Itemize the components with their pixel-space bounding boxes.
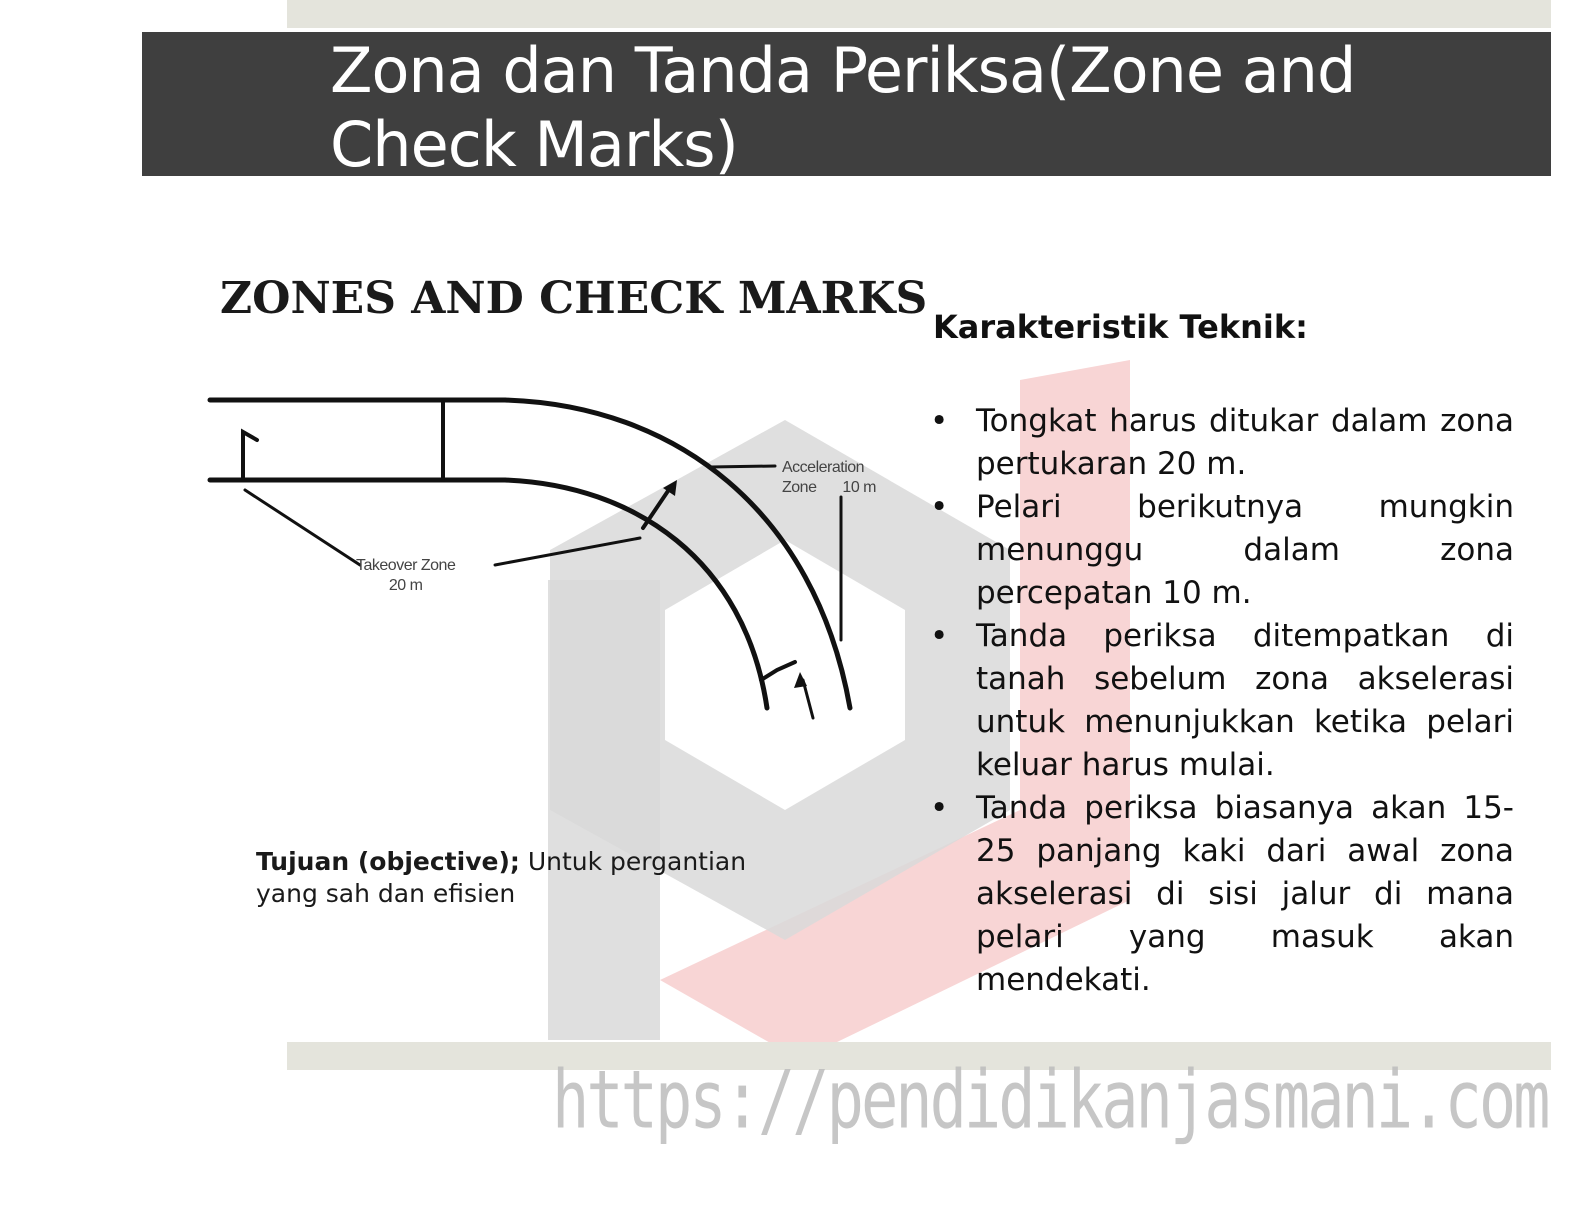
list-item bbox=[930, 787, 1514, 1002]
list-item bbox=[930, 400, 1514, 486]
objective-label: Tujuan (objective); bbox=[256, 847, 520, 876]
takeover-label-line1: Takeover Zone bbox=[356, 557, 456, 574]
bullet-icon: • bbox=[930, 403, 949, 439]
bullet-icon: • bbox=[930, 489, 949, 525]
acceleration-label-line2-row bbox=[782, 478, 876, 498]
acceleration-label-line1: Acceleration bbox=[782, 459, 865, 476]
objective-body: Untuk pergantian yang sah dan efisien bbox=[256, 847, 747, 908]
bullet-icon: • bbox=[930, 618, 949, 654]
list-item bbox=[930, 486, 1514, 615]
objective-text bbox=[256, 846, 766, 910]
inner-lane-curve bbox=[505, 480, 767, 708]
top-decor-strip bbox=[287, 0, 1551, 28]
check-mark-right bbox=[761, 662, 795, 680]
acceleration-label-line2: Zone bbox=[782, 479, 817, 496]
runner-arrow-head-icon bbox=[794, 672, 807, 688]
takeover-leader-left bbox=[245, 490, 360, 565]
list-item-text: Tanda periksa biasanya akan 15-25 panjang kaki dari awal zona akselerasi di sisi jalur di mana pelari yang masuk akan mendekati. bbox=[976, 790, 1514, 998]
check-mark-left-flag bbox=[243, 432, 257, 440]
takeover-zone-label bbox=[356, 556, 455, 596]
bullet-icon: • bbox=[930, 790, 949, 826]
inner-arrow bbox=[643, 488, 670, 528]
list-item bbox=[930, 615, 1514, 787]
accel-leader bbox=[710, 466, 775, 467]
list-item-text: Tongkat harus ditukar dalam zona pertukaran 20 m. bbox=[976, 403, 1514, 482]
characteristics-list bbox=[930, 400, 1514, 1002]
page-title: Zona dan Tanda Periksa(Zone and Check Marks) bbox=[330, 34, 1356, 181]
diagram-heading: ZONES AND CHECK MARKS bbox=[220, 273, 928, 324]
characteristics-heading: Karakteristik Teknik: bbox=[933, 308, 1308, 346]
list-item-text: Pelari berikutnya mungkin menunggu dalam zona percepatan 10 m. bbox=[976, 489, 1514, 611]
acceleration-zone-label bbox=[782, 458, 876, 498]
list-item-text: Tanda periksa ditempatkan di tanah sebelum zona akselerasi untuk menunjukkan ketika pelari keluar harus mulai. bbox=[976, 618, 1514, 783]
watermark-url: https://pendidikanjasmani.com bbox=[552, 1052, 1548, 1147]
acceleration-distance: 10 m bbox=[842, 479, 876, 496]
takeover-label-line2: 20 m bbox=[388, 577, 423, 594]
takeover-leader-right bbox=[495, 538, 640, 565]
